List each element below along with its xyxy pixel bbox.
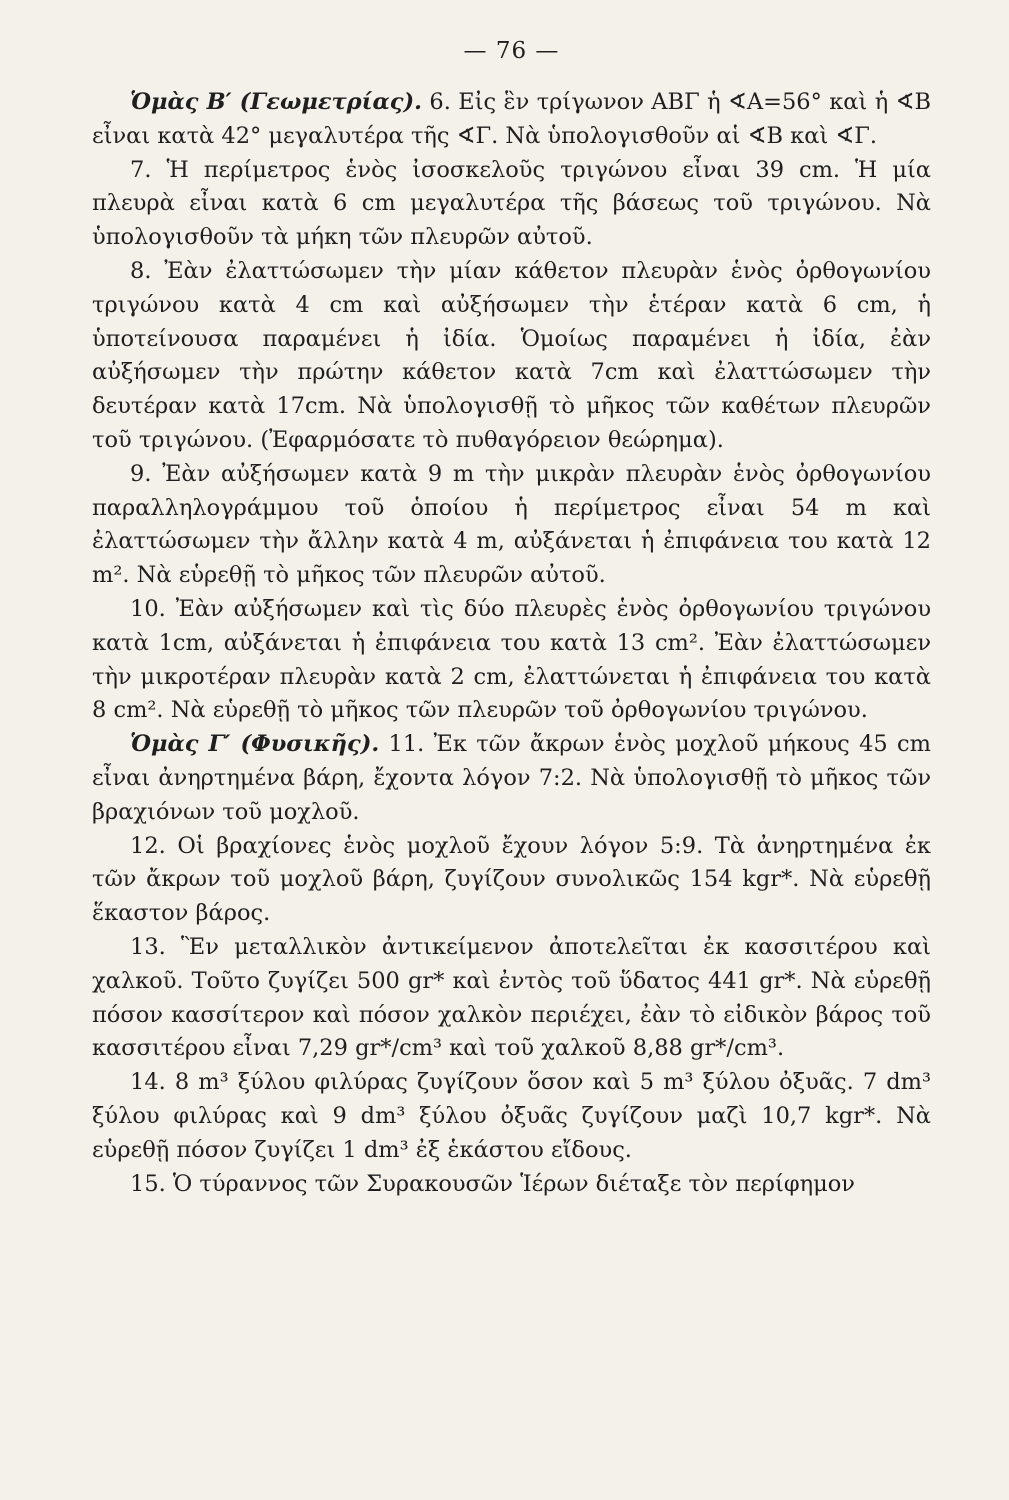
exercise-7 <box>92 154 931 255</box>
exercise-text: 11. Ἐκ τῶν ἄκρων ἑνὸς μοχλοῦ μήκους 45 cm εἶναι ἀνηρτημένα βάρη, ἔχοντα λόγον 7:2. Νὰ ὑπολογισθῇ τὸ μῆκος τῶν βραχιόνων τοῦ μοχλοῦ. <box>92 731 931 825</box>
exercise-text: 13. Ἓν μεταλλικὸν ἀντικείμενον ἀποτελεῖται ἐκ κασσιτέρου καὶ χαλκοῦ. Τοῦτο ζυγίζει 500 gr* καὶ ἐντὸς τοῦ ὕδατος 441 gr*. Νὰ εὑρεθῇ πόσον κασσίτερον καὶ πόσον χαλκὸν περιέχει, ἐὰν τὸ εἰδικὸν βάρος τοῦ κασσιτέρου εἶναι 7,29 gr*/cm³ καὶ τοῦ χαλκοῦ 8,88 gr*/cm³. <box>92 933 931 1062</box>
exercise-text: 10. Ἐὰν αὐξήσωμεν καὶ τὶς δύο πλευρὲς ἑνὸς ὀρθογωνίου τριγώνου κατὰ 1cm, αὐξάνεται ἡ ἐπιφάνεια του κατὰ 13 cm². Ἐὰν ἐλαττώσωμεν τὴν μικροτέραν πλευρὰν κατὰ 2 cm, ἐλαττώνεται ἡ ἐπιφάνεια του κατὰ 8 cm². Νὰ εὑρεθῇ τὸ μῆκος τῶν πλευρῶν τοῦ ὀρθογωνίου τριγώνου. <box>92 595 931 724</box>
exercise-text: 7. Ἡ περίμετρος ἑνὸς ἰσοσκελοῦς τριγώνου εἶναι 39 cm. Ἡ μία πλευρὰ εἶναι κατὰ 6 cm μεγαλυτέρα τῆς βάσεως τοῦ τριγώνου. Νὰ ὑπολογισθοῦν τὰ μήκη τῶν πλευρῶν αὐτοῦ. <box>92 156 931 251</box>
group-heading-physics: Ὁμὰς Γ′ (Φυσικῆς). <box>130 731 380 758</box>
group-heading-geometry: Ὁμὰς Β′ (Γεωμετρίας). <box>130 89 422 115</box>
exercise-text: 12. Οἱ βραχίονες ἑνὸς μοχλοῦ ἔχουν λόγον 5:9. Τὰ ἀνηρτημένα ἐκ τῶν ἄκρων τοῦ μοχλοῦ βάρη, ζυγίζουν συνολικῶς 154 kgr*. Νὰ εὑρεθῇ ἕκαστον βάρος. <box>92 832 931 927</box>
exercise-12 <box>92 830 931 931</box>
exercise-6 <box>92 86 931 154</box>
exercise-text: 15. Ὁ τύραννος τῶν Συρακουσῶν Ἱέρων διέταξε τὸν περίφημον <box>130 1170 855 1197</box>
page-number: — 76 — <box>463 38 560 64</box>
exercise-text: 14. 8 m³ ξύλου φιλύρας ζυγίζουν ὅσον καὶ 5 m³ ξύλου ὀξυᾶς. 7 dm³ ξύλου φιλύρας καὶ 9 dm³ ξύλου ὀξυᾶς ζυγίζουν μαζὶ 10,7 kgr*. Νὰ εὑρεθῇ πόσον ζυγίζει 1 dm³ ἐξ ἑκάστου εἴδους. <box>92 1069 931 1163</box>
exercise-10 <box>92 593 931 728</box>
exercise-9 <box>92 458 931 593</box>
exercise-11 <box>92 728 931 829</box>
exercise-14 <box>92 1066 931 1167</box>
exercise-text: 8. Ἐὰν ἐλαττώσωμεν τὴν μίαν κάθετον πλευρὰν ἑνὸς ὀρθογωνίου τριγώνου κατὰ 4 cm καὶ αὐξήσωμεν τὴν ἑτέραν κατὰ 6 cm, ἡ ὑποτείνουσα παραμένει ἡ ἰδία. Ὁμοίως παραμένει ἡ ἰδία, ἐὰν αὐξήσωμεν τὴν πρώτην κάθετον κατὰ 7cm καὶ ἐλαττώσωμεν τὴν δευτέραν κατὰ 17cm. Νὰ ὑπολογισθῇ τὸ μῆκος τῶν καθέτων πλευρῶν τοῦ τριγώνου. (Ἐφαρμόσατε τὸ πυθαγόρειον θεώρημα). <box>92 257 931 453</box>
exercise-text: 9. Ἐὰν αὐξήσωμεν κατὰ 9 m τὴν μικρὰν πλευρὰν ἑνὸς ὀρθογωνίου παραλληλογράμμου τοῦ ὁποίου ἡ περίμετρος εἶναι 54 m καὶ ἐλαττώσωμεν τὴν ἄλλην κατὰ 4 m, αὐξάνεται ἡ ἐπιφάνεια του κατὰ 12 m². Νὰ εὑρεθῇ τὸ μῆκος τῶν πλευρῶν αὐτοῦ. <box>92 460 931 589</box>
exercise-8 <box>92 255 931 458</box>
exercise-text: 6. Εἰς ἓν τρίγωνον ΑΒΓ ἡ ∢Α=56° καὶ ἡ ∢Β εἶναι κατὰ 42° μεγαλυτέρα τῆς ∢Γ. Νὰ ὑπολογισθοῦν αἱ ∢Β καὶ ∢Γ. <box>92 89 932 149</box>
exercise-15 <box>92 1168 931 1202</box>
exercise-13 <box>92 931 931 1066</box>
